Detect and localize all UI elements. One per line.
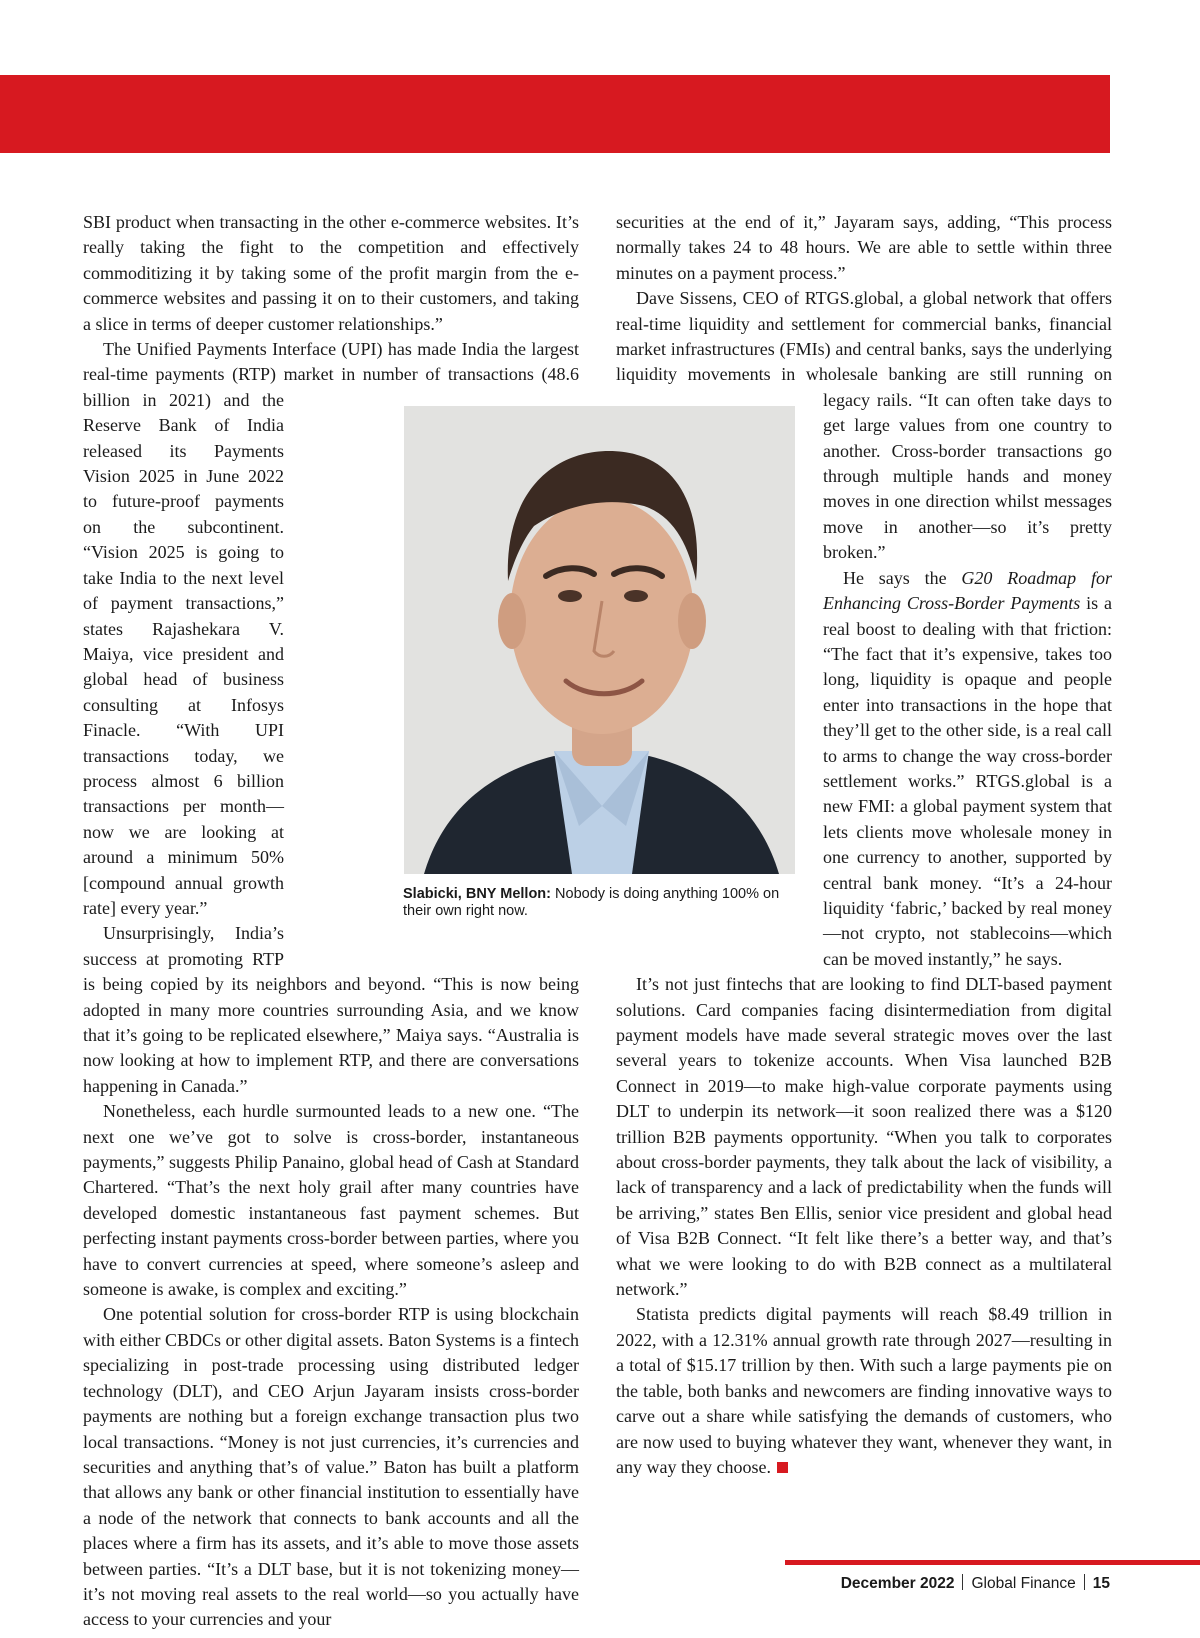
paragraph: SBI product when transacting in the other e-commerce websites. It’s really taking the fight to the competition and effectively commoditizing it by taking some of the profit margin from the e-commerce websites and passing it on to their customers, and taking a slice in terms of deeper customer relationships.” <box>83 212 579 334</box>
publication-name: Global Finance <box>971 1575 1076 1592</box>
paragraph: One potential solution for cross-border RTP is using blockchain with either CBDCs or other digital assets. Baton Systems is a fintech specializing in post-trade processing using distributed ledger technology (DLT), and CEO Arjun Jayaram insists cross-border payments are nothing but a foreign exchange transaction plus two local transactions. “Money is not just currencies, it’s currencies and securities and anything that’s of value.” Baton has built a platform that allows any bank or other financial institution to essentially have a node of the network that connects to bank accounts and all the places where a firm has its assets, and it’s able to move those assets between parties. “It’s a DLT base, but it is not tokenizing money—it’s not moving real assets to the real world—so you actually have access to your currencies and your <box>83 1304 579 1630</box>
paragraph: Dave Sissens, CEO of RTGS.global, a global network that offers real-time liquidity and settlement for commercial banks, financial market infrastructures (FMIs) and central banks, says the underlying liquidity movements in wholesale banking are still running on legacy rails. “It can often take days to get large values from one country to another. Cross-border transactions go through multiple hands and money moves in one direction whilst messages move in another—so it’s pretty broken.” <box>616 288 1112 563</box>
paragraph: Statista predicts digital payments will reach $8.49 trillion in 2022, with a 12.31% annual growth rate through 2027—resulting in a total of $15.17 trillion by then. With such a large payments pie on the table, both banks and newcomers are finding innovative ways to carve out a share while satisfying the demands of customers, who are now used to buying whatever they want, whenever they want, in any way they choose. <box>616 1304 1112 1477</box>
paragraph: Nonetheless, each hurdle surmounted leads to a new one. “The next one we’ve got to solve is cross-border, instantaneous payments,” suggests Philip Panaino, global head of Cash at Standard Chartered. “That’s the next holy grail after many countries have developed domestic instantaneous fast payment schemes. But perfecting instant payments cross-border between parties, where you have to convert currencies at speed, where someone’s asleep and someone is awake, is complex and exciting.” <box>83 1101 579 1300</box>
paragraph: securities at the end of it,” Jayaram says, adding, “This process normally takes 24 to 48 hours. We are able to settle within three minutes on a payment process.” <box>616 212 1112 283</box>
paragraph: He says the G20 Roadmap for Enhancing Cross-Border Payments is a real boost to dealing with that friction: “The fact that it’s expensive, takes too long, liquidity is opaque and people enter into transactions in the hope that they’ll get to the other side, is a real call to arms to change the way cross-border settlement works.” RTGS.global is a new FMI: a global payment system that lets clients move wholesale money in one currency to another, supported by central bank money. “It’s a 24-hour liquidity ‘fabric,’ backed by real money—not crypto, not stablecoins—which can be moved instantly,” he says. <box>823 567 1113 969</box>
caption-name: Slabicki, BNY Mellon: <box>403 886 551 902</box>
footer-separator <box>1084 1574 1085 1590</box>
paragraph: The Unified Payments Interface (UPI) has made India the largest real-time payments (RTP) market in number of transactions (48.6 billion in 2021) and the Reserve Bank of India released its Payments Vision 2025 in June 2022 to future-proof payments on the subcontinent. “Vision 2025 is going to take India to the next level of payment transactions,” states Rajashekara V. Maiya, vice president and global head of business consulting at Infosys Finacle. “With UPI transactions today, we process almost 6 billion transactions per month—now we are looking at around a minimum 50% [compound annual growth rate] every year.” <box>83 339 579 918</box>
issue-date: December 2022 <box>840 1575 955 1592</box>
portrait-photo <box>404 406 795 874</box>
photo-caption <box>403 886 803 920</box>
paragraph: Unsurprisingly, India’s success at promoting RTP is being copied by its neighbors and beyond. “This is now being adopted in many more countries surrounding Asia, and we know that it’s going to be replicated elsewhere,” Maiya says. “Australia is now looking at how to implement RTP, and there are conversations happening in Canada.” <box>83 923 579 1096</box>
header-red-band <box>0 75 1110 153</box>
footer-separator <box>962 1574 963 1590</box>
end-of-article-mark <box>777 1462 788 1473</box>
paragraph: It’s not just fintechs that are looking to find DLT-based payment solutions. Card companies facing disintermediation from digital payment models have made several strategic moves over the last several years to tokenize accounts. When Visa launched B2B Connect in 2019—to make high-value corporate payments using DLT to underpin its network—it soon realized there was a $120 trillion B2B payments opportunity. “When you talk to corporates about cross-border payments, they talk about the lack of visibility, a lack of transparency and a lack of predictability when the funds will be arriving,” states Ben Ellis, senior vice president and global head of Visa B2B Connect. “It felt like there’s a better way, and that’s what we were looking to do with B2B connect as a multilateral network.” <box>616 974 1112 1300</box>
caption-text: Nobody is doing anything 100% on their own right now. <box>403 886 780 919</box>
page-number: 15 <box>1092 1575 1110 1592</box>
page-footer <box>790 1574 1110 1593</box>
report-title: G20 Roadmap for Enhancing Cross-Border Payments <box>823 567 1112 614</box>
footer-red-rule <box>785 1560 1200 1565</box>
